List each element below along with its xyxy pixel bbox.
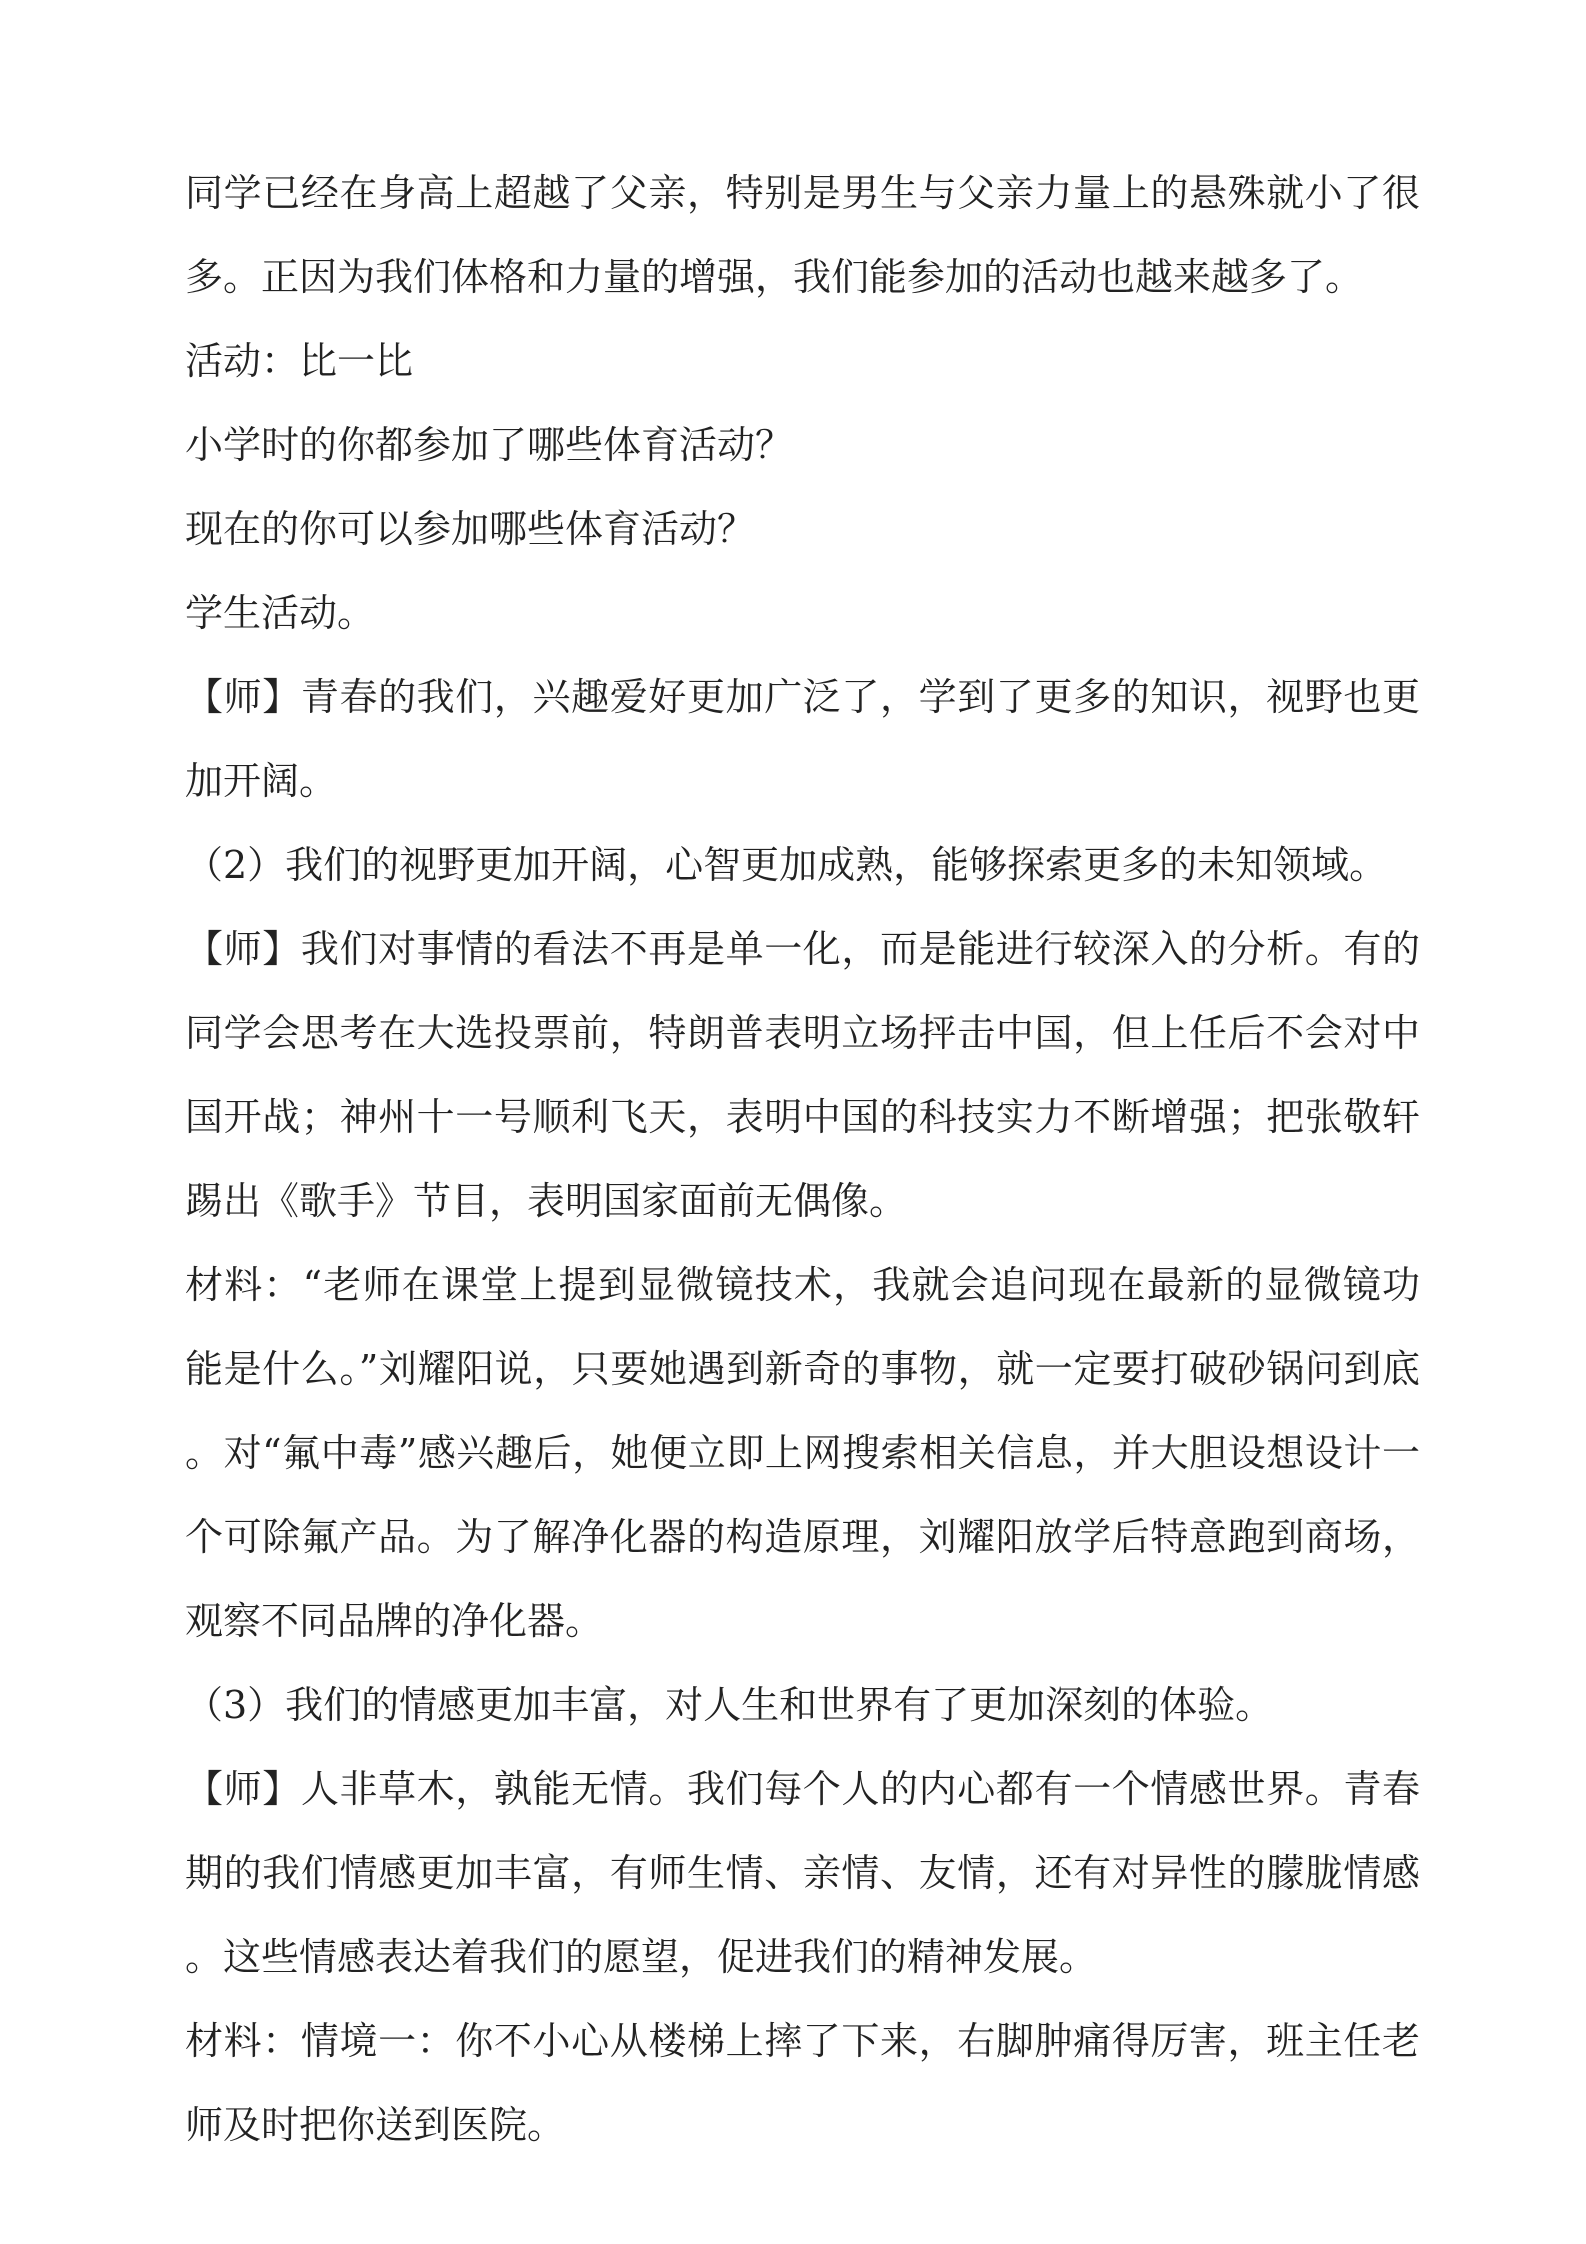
- paragraph-3: 小学时的你都参加了哪些体育活动？: [185, 423, 794, 467]
- paragraph-10: （3）我们的情感更加丰富，对人生和世界有了更加深刻的体验。: [185, 1683, 1274, 1727]
- paragraph-6: 【师】青春的我们，兴趣爱好更加广泛了，学到了更多的知识，视野也更加开阔。: [185, 675, 1420, 803]
- paragraph-2: 活动：比一比: [185, 339, 414, 383]
- paragraph-9: 材料：“老师在课堂上提到显微镜技术，我就会追问现在最新的显微镜功能是什么。”刘耀阳说，只要她遇到新奇的事物，就一定要打破砂锅问到底。对“氟中毒”感兴趣后，她便立即上网搜索相关信息，并大胆设想设计一个可除氟产品。为了解净化器的构造原理，刘耀阳放学后特意跑到商场，观察不同品牌的净化器。: [185, 1263, 1420, 1643]
- paragraph-5: 学生活动。: [185, 591, 376, 635]
- document-body: [185, 151, 1420, 2167]
- paragraph-8: 【师】我们对事情的看法不再是单一化，而是能进行较深入的分析。有的同学会思考在大选投票前，特朗普表明立场抨击中国，但上任后不会对中国开战；神州十一号顺利飞天，表明中国的科技实力不断增强；把张敬轩踢出《歌手》节目，表明国家面前无偶像。: [185, 927, 1420, 1223]
- paragraph-12: 材料：情境一：你不小心从楼梯上摔了下来，右脚肿痛得厉害，班主任老师及时把你送到医院。: [185, 2019, 1420, 2147]
- paragraph-4: 现在的你可以参加哪些体育活动？: [185, 507, 756, 551]
- paragraph-1: 同学已经在身高上超越了父亲，特别是男生与父亲力量上的悬殊就小了很多。正因为我们体格和力量的增强，我们能参加的活动也越来越多了。: [185, 171, 1420, 299]
- paragraph-7: （2）我们的视野更加开阔，心智更加成熟，能够探索更多的未知领域。: [185, 843, 1388, 887]
- paragraph-11: 【师】人非草木，孰能无情。我们每个人的内心都有一个情感世界。青春期的我们情感更加丰富，有师生情、亲情、友情，还有对异性的朦胧情感。这些情感表达着我们的愿望，促进我们的精神发展。: [185, 1767, 1420, 1979]
